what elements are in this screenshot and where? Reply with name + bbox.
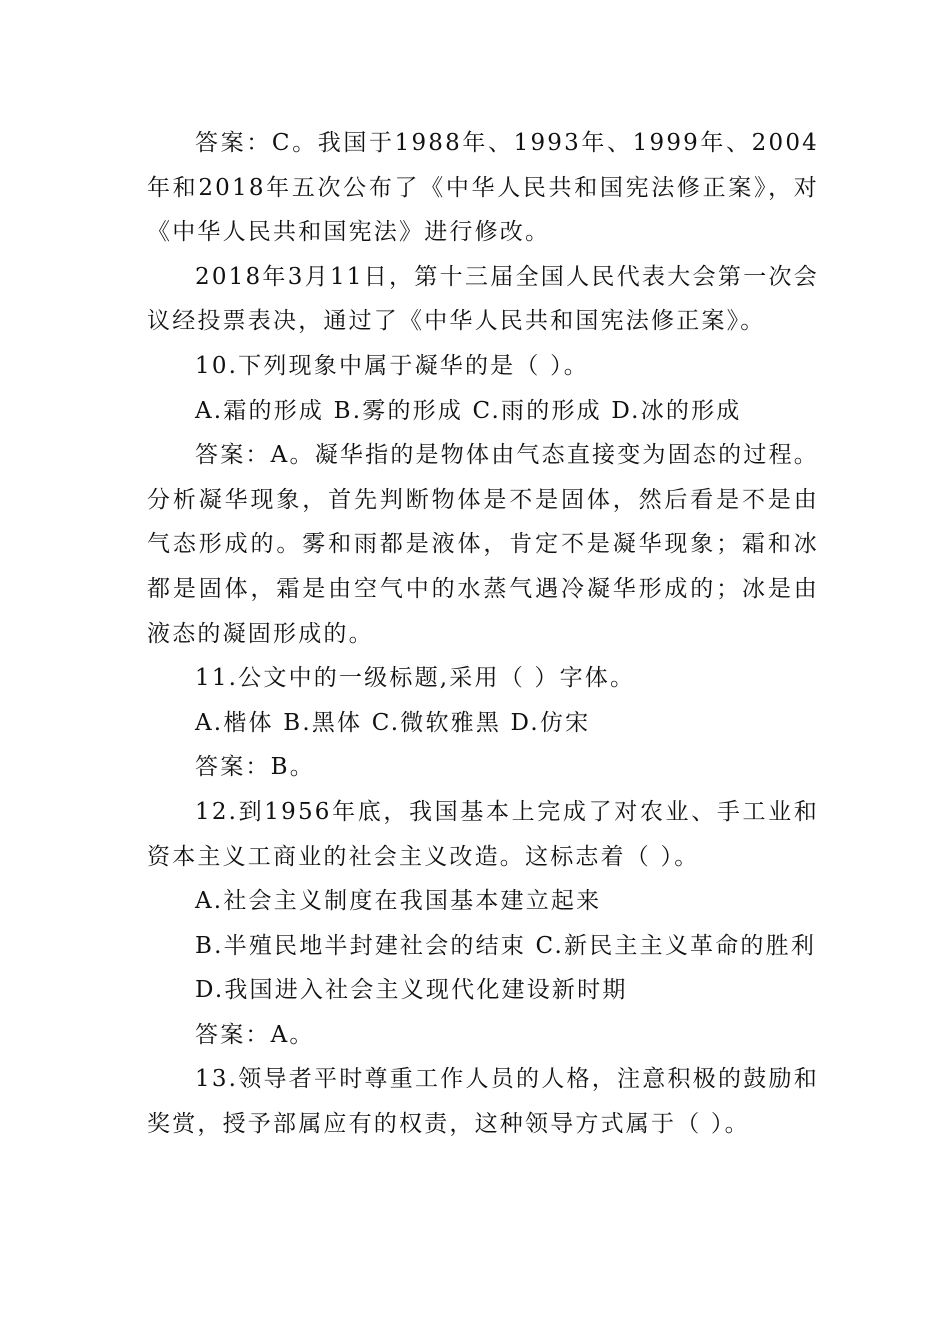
answer-paragraph-q10: 答案：A。凝华指的是物体由气态直接变为固态的过程。分析凝华现象，首先判断物体是不是固体，然后看是不是由气态形成的。雾和雨都是液体，肯定不是凝华现象；霜和冰都是固体，霜是由空气中的水蒸气遇冷凝华形成的；冰是由液态的凝固形成的。 bbox=[147, 442, 819, 647]
question-13: 13.领导者平时尊重工作人员的人格，注意积极的鼓励和奖赏，授予部属应有的权责，这种领导方式属于（ ）。 bbox=[147, 1066, 819, 1138]
question-10-options: A.霜的形成 B.雾的形成 C.雨的形成 D.冰的形成 bbox=[195, 397, 742, 424]
question-11-options: A.楷体 B.黑体 C.微软雅黑 D.仿宋 bbox=[195, 709, 591, 736]
answer-paragraph-q11: 答案：B。 bbox=[195, 754, 315, 781]
answer-paragraph-q12: 答案：A。 bbox=[195, 1021, 315, 1048]
question-12: 12.到1956年底，我国基本上完成了对农业、手工业和资本主义工商业的社会主义改造。这标志着（ ）。 bbox=[147, 798, 819, 870]
question-10: 10.下列现象中属于凝华的是（ ）。 bbox=[195, 352, 589, 379]
question-12-option-d: D.我国进入社会主义现代化建设新时期 bbox=[195, 977, 628, 1004]
question-11: 11.公文中的一级标题,采用（ ）字体。 bbox=[195, 665, 636, 692]
question-12-option-b-c: B.半殖民地半封建社会的结束 C.新民主主义革命的胜利 bbox=[195, 932, 817, 959]
answer-paragraph-q9: 答案：C。我国于1988年、1993年、1999年、2004年和2018年五次公布了《中华人民共和国宪法修正案》，对《中华人民共和国宪法》进行修改。 bbox=[147, 130, 819, 246]
question-12-option-a: A.社会主义制度在我国基本建立起来 bbox=[195, 888, 602, 915]
answer-paragraph-q9-note: 2018年3月11日，第十三届全国人民代表大会第一次会议经投票表决，通过了《中华人民共和国宪法修正案》。 bbox=[147, 263, 819, 335]
document-body bbox=[147, 121, 819, 1147]
